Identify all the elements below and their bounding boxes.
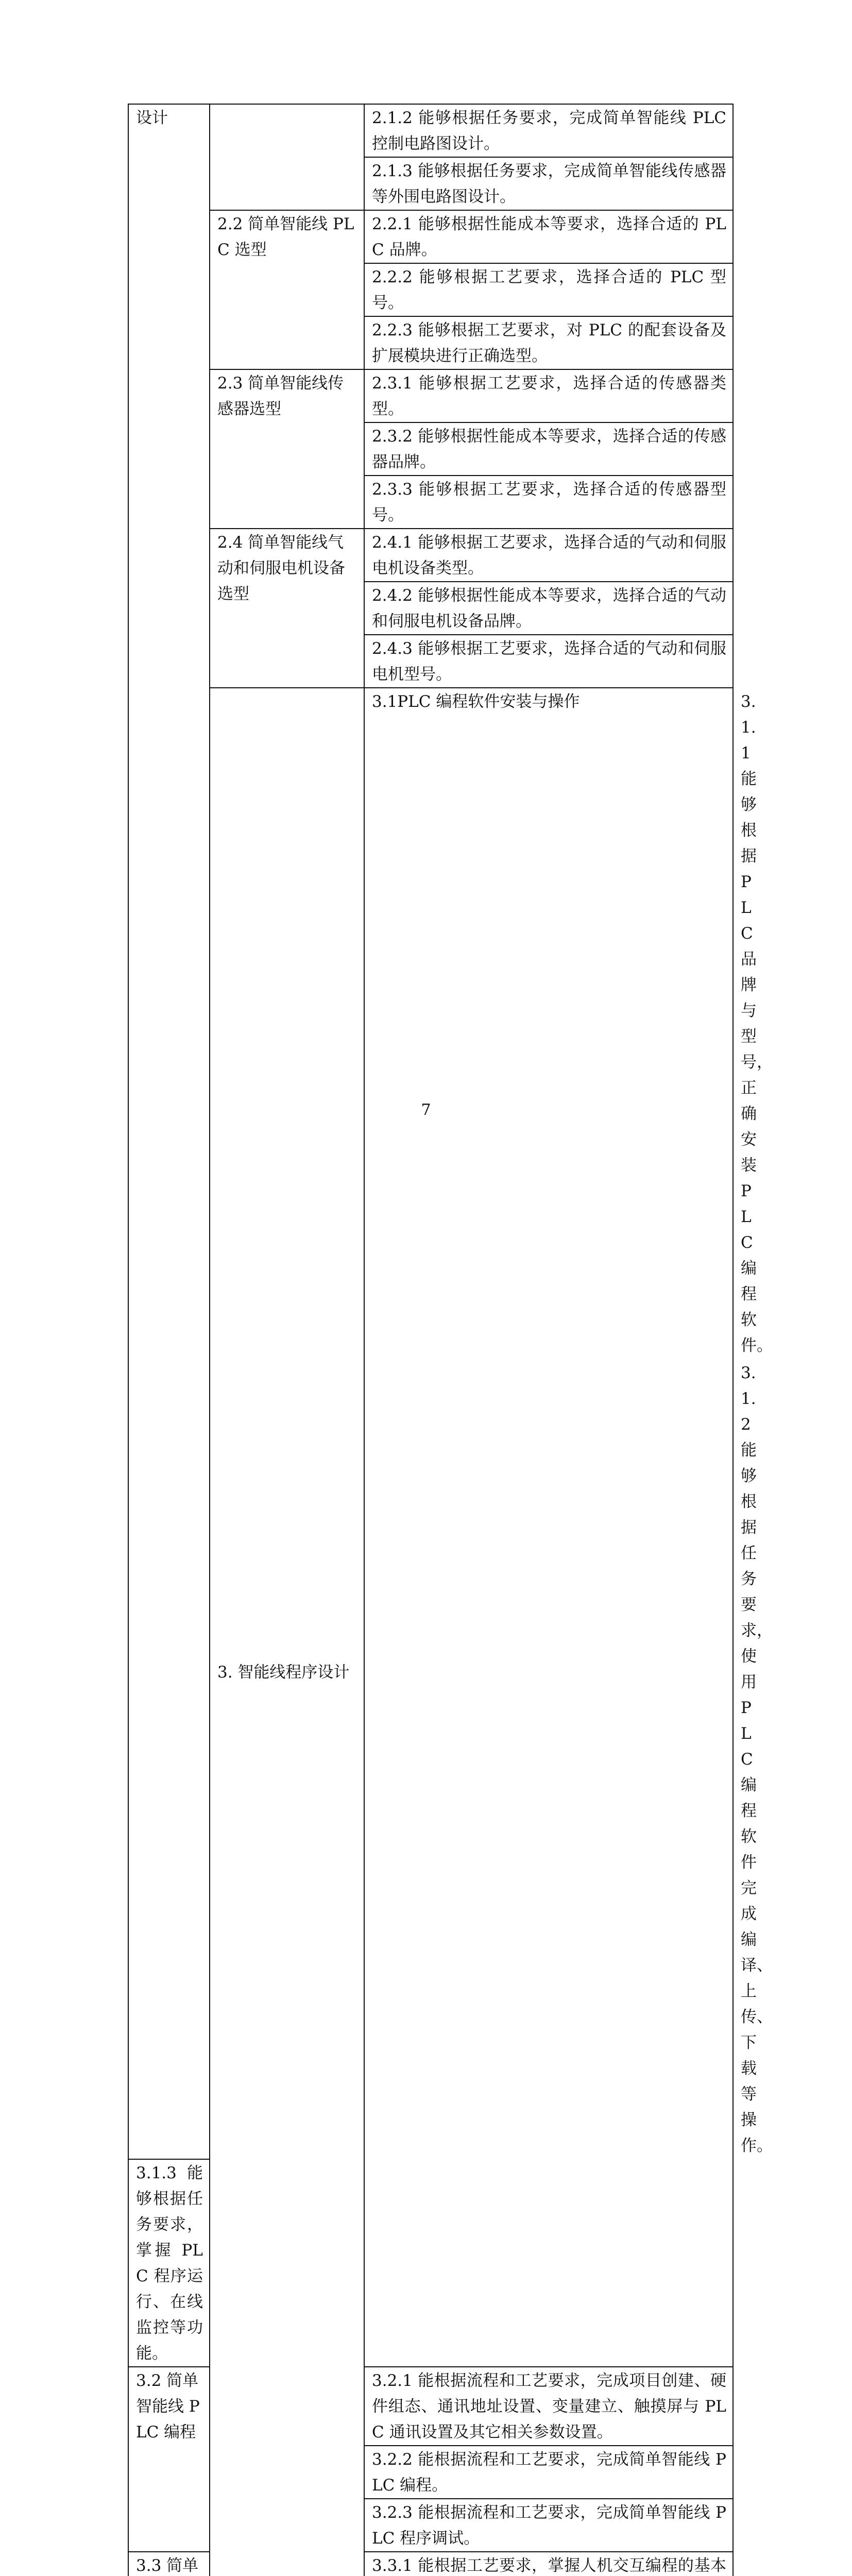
item-cell: 2.1.2 能够根据任务要求，完成简单智能线 PLC 控制电路图设计。	[364, 104, 733, 157]
section-cell: 设计	[128, 104, 210, 2159]
group-cell: 3.2 简单智能线 PLC 编程	[128, 2367, 210, 2552]
item-cell: 2.1.3 能够根据任务要求，完成简单智能线传感器等外围电路图设计。	[364, 157, 733, 210]
item-cell: 3.2.2 能根据流程和工艺要求，完成简单智能线 PLC 编程。	[364, 2446, 733, 2499]
item-cell: 2.4.3 能够根据工艺要求，选择合适的气动和伺服电机型号。	[364, 635, 733, 688]
group-cell	[210, 104, 364, 210]
item-cell: 3.2.1 能根据流程和工艺要求，完成项目创建、硬件组态、通讯地址设置、变量建立、触摸屏与 PLC 通讯设置及其它相关参数设置。	[364, 2367, 733, 2446]
table-row	[128, 369, 733, 422]
item-cell: 3.3.1 能根据工艺要求，掌握人机交互编程的基本	[364, 2552, 733, 2576]
table-row: 3. 智能线程序设计 3.1PLC 编程软件安装与操作 3.1.1 能够根据 PLC 品牌与型号，正确安装 PLC 编程软件。	[128, 688, 733, 1359]
group-cell: 2.4 简单智能线气动和伺服电机设备选型	[210, 529, 364, 688]
table-row	[128, 104, 733, 157]
group-cell: 3.1PLC 编程软件安装与操作	[364, 688, 733, 2367]
group-cell: 2.3 简单智能线传感器选型	[210, 369, 364, 529]
item-cell: 2.4.1 能够根据工艺要求，选择合适的气动和伺服电机设备类型。	[364, 529, 733, 582]
group-cell: 2.2 简单智能线 PLC 选型	[210, 210, 364, 369]
table-row	[128, 529, 733, 582]
requirements-table	[128, 104, 773, 2576]
section-cell: 3. 智能线程序设计	[210, 688, 364, 2576]
page-number: 7	[421, 1101, 431, 1119]
group-cell: 3.3 简单	[128, 2552, 210, 2576]
item-cell: 2.4.2 能够根据性能成本等要求，选择合适的气动和伺服电机设备品牌。	[364, 582, 733, 635]
table-row: 3.1.2 能够根据任务要求，使用 PLC 编程软件完成编译、上传、下载等操作。	[741, 1364, 773, 2155]
item-cell: 2.3.1 能够根据工艺要求，选择合适的传感器类型。	[364, 369, 733, 422]
table-row	[128, 210, 733, 263]
item-cell: 2.3.3 能够根据工艺要求，选择合适的传感器型号。	[364, 476, 733, 529]
item-cell: 2.2.1 能够根据性能成本等要求，选择合适的 PLC 品牌。	[364, 210, 733, 263]
item-cell: 2.2.2 能够根据工艺要求，选择合适的 PLC 型号。	[364, 263, 733, 316]
item-cell: 3.1.3 能够根据任务要求，掌握 PLC 程序运行、在线监控等功能。	[128, 2159, 210, 2367]
item-cell: 2.2.3 能够根据工艺要求，对 PLC 的配套设备及扩展模块进行正确选型。	[364, 316, 733, 369]
item-cell: 2.3.2 能够根据性能成本等要求，选择合适的传感器品牌。	[364, 422, 733, 476]
item-cell: 3.2.3 能根据流程和工艺要求，完成简单智能线 PLC 程序调试。	[364, 2499, 733, 2552]
